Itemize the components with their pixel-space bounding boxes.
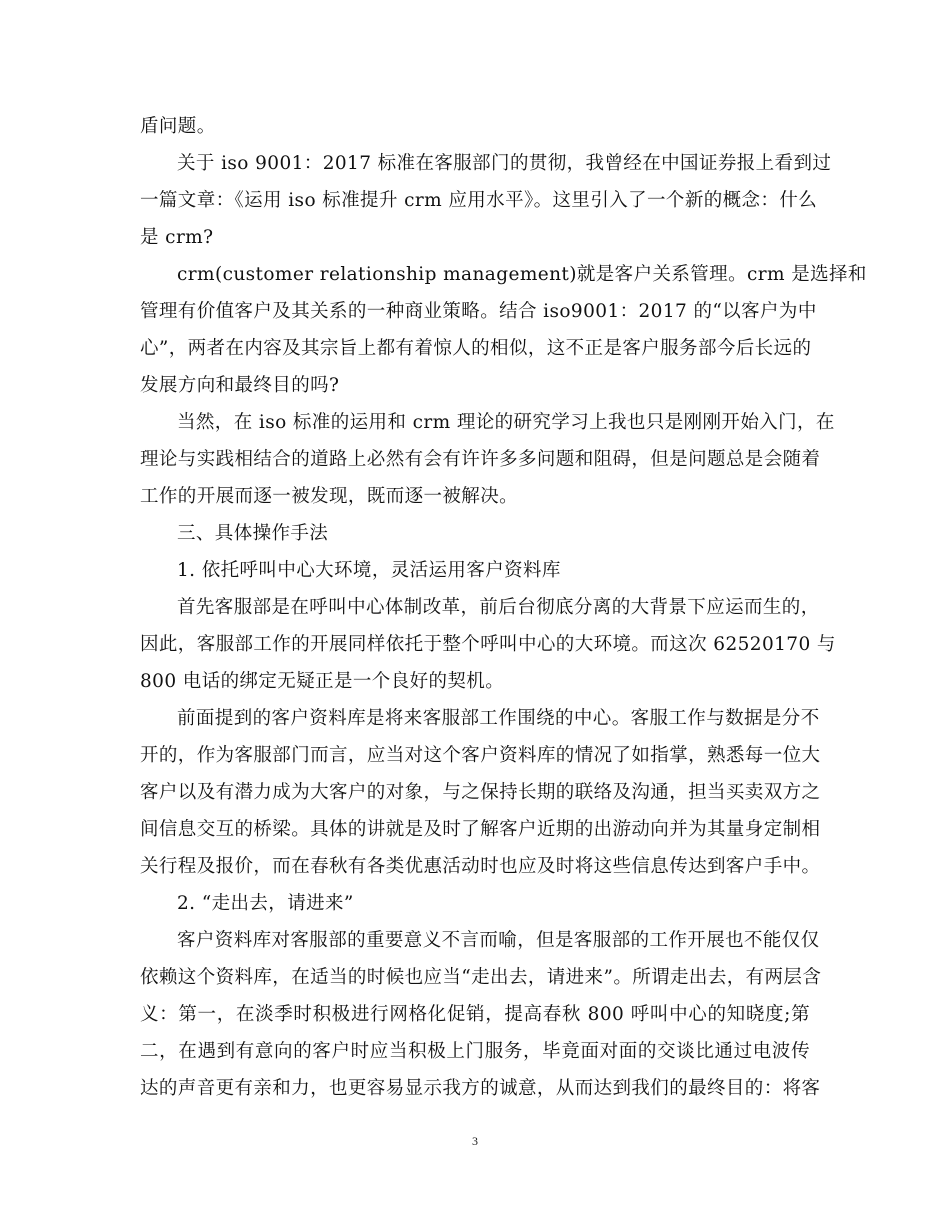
text-line: 发展方向和最终目的吗? <box>140 375 340 396</box>
text-line: 达的声音更有亲和力，也更容易显示我方的诚意，从而达到我们的最终目的：将客 <box>140 1078 821 1099</box>
page-number: 3 <box>472 1134 478 1148</box>
document-body <box>140 108 867 1107</box>
text-line: crm(customer relationship management)就是客户关系管理。crm 是选择和 <box>177 264 867 285</box>
text-line: 是 crm? <box>140 227 214 248</box>
text-line: 关于 iso 9001：2017 标准在客服部门的贯彻，我曾经在中国证券报上看到过 <box>177 153 832 174</box>
text-line: 因此，客服部工作的开展同样依托于整个呼叫中心的大环境。而这次 62520170 与 <box>140 634 836 655</box>
text-line: 当然，在 iso 标准的运用和 crm 理论的研究学习上我也只是刚刚开始入门，在 <box>177 412 835 433</box>
text-line: 工作的开展而逐一被发现，既而逐一被解决。 <box>140 486 519 507</box>
text-line: 首先客服部是在呼叫中心体制改革，前后台彻底分离的大背景下应运而生的， <box>177 597 820 618</box>
text-line: 开的，作为客服部门而言，应当对这个客户资料库的情况了如指掌，熟悉每一位大 <box>140 745 821 766</box>
text-line: 管理有价值客户及其关系的一种商业策略。结合 iso9001：2017 的“以客户为中 <box>140 301 817 322</box>
text-line: 客户以及有潜力成为大客户的对象，与之保持长期的联络及沟通，担当买卖双方之 <box>140 782 821 803</box>
text-line: 心”，两者在内容及其宗旨上都有着惊人的相似，这不正是客户服务部今后长远的 <box>140 338 812 359</box>
text-line: 盾问题。 <box>140 116 216 137</box>
text-line: 二，在遇到有意向的客户时应当积极上门服务，毕竟面对面的交谈比通过电波传 <box>140 1041 810 1062</box>
text-line: 义：第一，在淡季时积极进行网格化促销，提高春秋 800 呼叫中心的知晓度;第 <box>140 1004 810 1025</box>
text-line: 理论与实践相结合的道路上必然有会有许许多多问题和阻碍，但是问题总是会随着 <box>140 449 821 470</box>
text-line: 间信息交互的桥梁。具体的讲就是及时了解客户近期的出游动向并为其量身定制相 <box>140 819 821 840</box>
text-line: 2. “走出去，请进来” <box>177 893 354 914</box>
text-line: 1. 依托呼叫中心大环境，灵活运用客户资料库 <box>177 560 561 581</box>
text-line: 一篇文章：《运用 iso 标准提升 crm 应用水平》。这里引入了一个新的概念：什么 <box>140 190 818 211</box>
text-line: 800 电话的绑定无疑正是一个良好的契机。 <box>140 671 505 692</box>
text-line: 依赖这个资料库，在适当的时候也应当“走出去，请进来”。所谓走出去，有两层含 <box>140 967 822 988</box>
text-line: 三、具体操作手法 <box>177 523 329 544</box>
text-line: 关行程及报价，而在春秋有各类优惠活动时也应及时将这些信息传达到客户手中。 <box>140 856 821 877</box>
text-line: 前面提到的客户资料库是将来客服部工作围绕的中心。客服工作与数据是分不 <box>177 708 820 729</box>
text-line: 客户资料库对客服部的重要意义不言而喻，但是客服部的工作开展也不能仅仅 <box>177 930 820 951</box>
